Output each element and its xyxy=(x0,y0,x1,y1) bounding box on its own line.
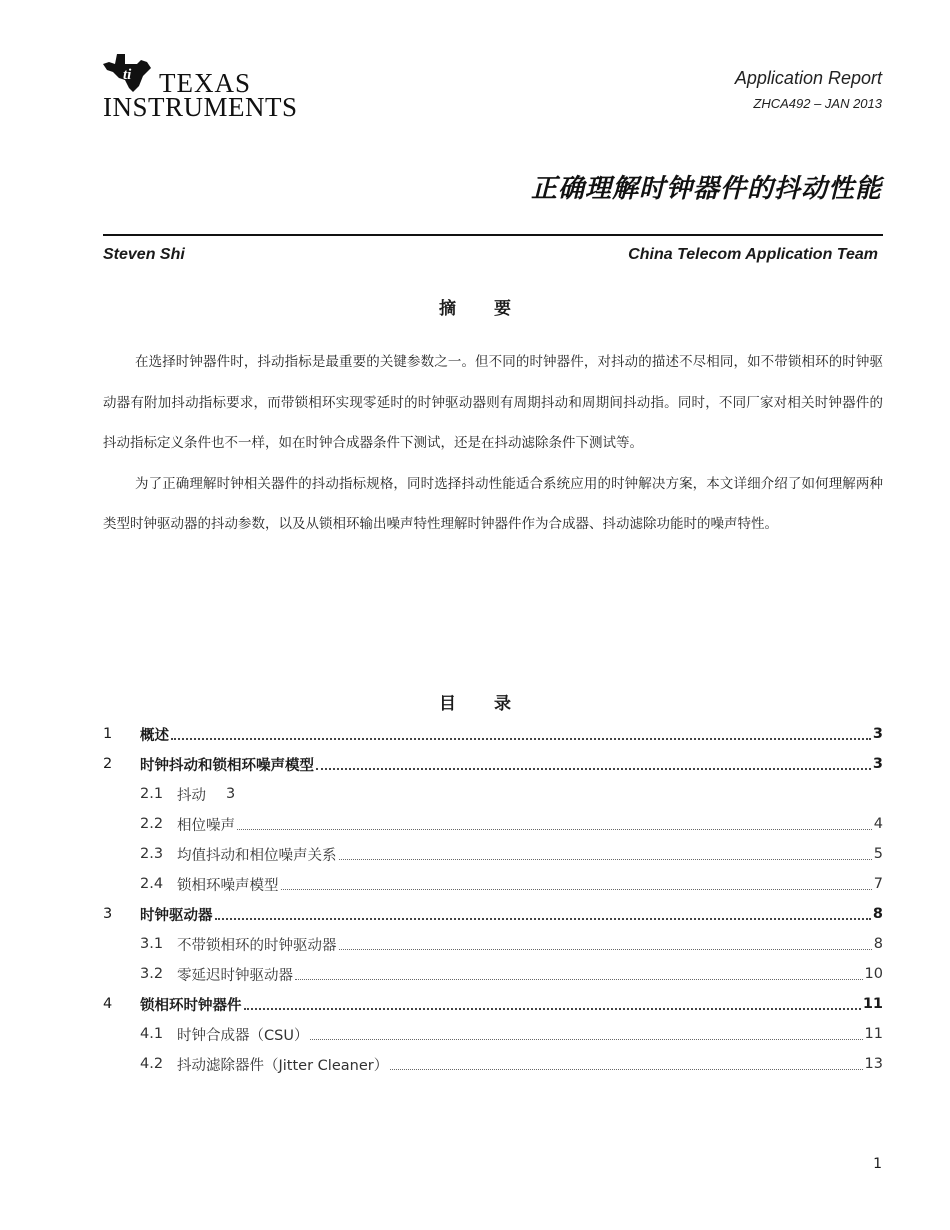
toc-entry-number: 2.1 xyxy=(140,786,164,802)
logo-text-texas: TEXAS xyxy=(159,68,251,98)
table-of-contents xyxy=(103,719,883,1079)
toc-leader-dots xyxy=(171,724,871,740)
toc-entry-page: 4 xyxy=(873,816,883,832)
toc-entry[interactable] xyxy=(103,899,883,929)
toc-entry-title: 均值抖动和相位噪声关系 xyxy=(177,847,337,864)
logo-text-instruments: INSTRUMENTS xyxy=(103,92,298,122)
toc-entry-title: 锁相环噪声模型 xyxy=(177,877,279,894)
toc-entry-page: 3 xyxy=(226,786,236,802)
abstract-heading: 摘要 xyxy=(439,299,549,319)
toc-entry-title: 抖动 xyxy=(177,787,206,804)
toc-entry-number: 4.2 xyxy=(140,1056,164,1072)
toc-entry-title: 时钟抖动和锁相环噪声模型 xyxy=(140,757,314,774)
toc-entry[interactable] xyxy=(103,1049,883,1079)
toc-heading: 目录 xyxy=(439,694,549,714)
toc-entry-title: 零延迟时钟驱动器 xyxy=(177,967,293,984)
toc-entry-title: 时钟驱动器 xyxy=(140,907,213,924)
toc-entry-title: 概述 xyxy=(140,727,169,744)
toc-entry-page: 11 xyxy=(864,1026,883,1042)
toc-entry-page: 5 xyxy=(873,846,883,862)
toc-entry-number: 2.2 xyxy=(140,816,164,832)
toc-entry-page: 3 xyxy=(872,756,883,772)
toc-entry-title: 锁相环时钟器件 xyxy=(140,997,242,1014)
abstract-paragraph-1: 在选择时钟器件时，抖动指标是最重要的关键参数之一。但不同的时钟器件，对抖动的描述不尽相同，如不带锁相环的时钟驱动器有附加抖动指标要求，而带锁相环实现零延时的时钟驱动器则有周期抖动和周期间抖动指。同时，不同厂家对相关时钟器件的抖动指标定义条件也不一样，如在时钟合成器条件下测试，还是在抖动滤除条件下测试等。 xyxy=(103,354,883,451)
toc-entry[interactable] xyxy=(103,959,883,989)
toc-leader-dots xyxy=(281,875,872,890)
toc-leader-dots xyxy=(390,1055,862,1070)
toc-entry-page: 10 xyxy=(864,966,883,982)
toc-entry-number: 1 xyxy=(103,726,113,742)
toc-entry-page: 11 xyxy=(862,996,883,1012)
toc-entry-title: 不带锁相环的时钟驱动器 xyxy=(177,937,337,954)
toc-leader-dots xyxy=(339,935,872,950)
abstract-paragraph-2: 为了正确理解时钟相关器件的抖动指标规格，同时选择抖动性能适合系统应用的时钟解决方案，本文详细介绍了如何理解两种类型时钟驱动器的抖动参数，以及从锁相环输出噪声特性理解时钟器件作为合成器、抖动滤除功能时的噪声特性。 xyxy=(103,475,883,532)
toc-entry-page: 8 xyxy=(872,906,883,922)
toc-entry[interactable] xyxy=(103,809,883,839)
toc-entry-number: 2 xyxy=(103,756,113,772)
toc-entry[interactable] xyxy=(103,719,883,749)
svg-text:ti: ti xyxy=(123,67,132,83)
toc-leader-dots xyxy=(295,965,863,980)
toc-leader-dots xyxy=(215,904,871,920)
toc-entry-number: 4 xyxy=(103,996,113,1012)
toc-entry-number: 3 xyxy=(103,906,113,922)
toc-entry-page: 13 xyxy=(864,1056,883,1072)
toc-entry-page: 8 xyxy=(873,936,883,952)
toc-entry-title: 相位噪声 xyxy=(177,817,235,834)
team-name: China Telecom Application Team xyxy=(628,246,878,263)
toc-entry[interactable] xyxy=(103,839,883,869)
toc-leader-dots xyxy=(237,815,872,830)
toc-entry-number: 4.1 xyxy=(140,1026,164,1042)
toc-leader-dots xyxy=(310,1025,862,1040)
toc-entry-page: 7 xyxy=(873,876,883,892)
toc-entry[interactable] xyxy=(103,929,883,959)
toc-entry[interactable] xyxy=(103,779,883,809)
toc-entry-page: 3 xyxy=(872,726,883,742)
toc-leader-dots xyxy=(339,845,872,860)
toc-entry-number: 2.3 xyxy=(140,846,164,862)
toc-leader-dots xyxy=(244,994,861,1010)
toc-entry-number: 3.2 xyxy=(140,966,164,982)
toc-entry-number: 2.4 xyxy=(140,876,164,892)
toc-entry[interactable] xyxy=(103,869,883,899)
toc-leader-dots xyxy=(316,754,871,770)
toc-entry-title: 时钟合成器（CSU） xyxy=(177,1027,309,1044)
toc-entry-title: 抖动滤除器件（Jitter Cleaner） xyxy=(177,1057,389,1074)
title-divider xyxy=(103,234,883,236)
abstract-body xyxy=(103,342,883,545)
report-type: Application Report xyxy=(734,68,882,88)
ti-logo xyxy=(103,52,313,120)
toc-entry[interactable] xyxy=(103,749,883,779)
toc-entry-number: 3.1 xyxy=(140,936,164,952)
page-title: 正确理解时钟器件的抖动性能 xyxy=(530,174,882,204)
toc-entry[interactable] xyxy=(103,1019,883,1049)
page-number: 1 xyxy=(873,1156,882,1172)
report-id: ZHCA492 – JAN 2013 xyxy=(753,96,882,111)
texas-state-ti-logo-icon xyxy=(103,52,155,94)
author-name: Steven Shi xyxy=(103,246,185,263)
toc-entry[interactable] xyxy=(103,989,883,1019)
